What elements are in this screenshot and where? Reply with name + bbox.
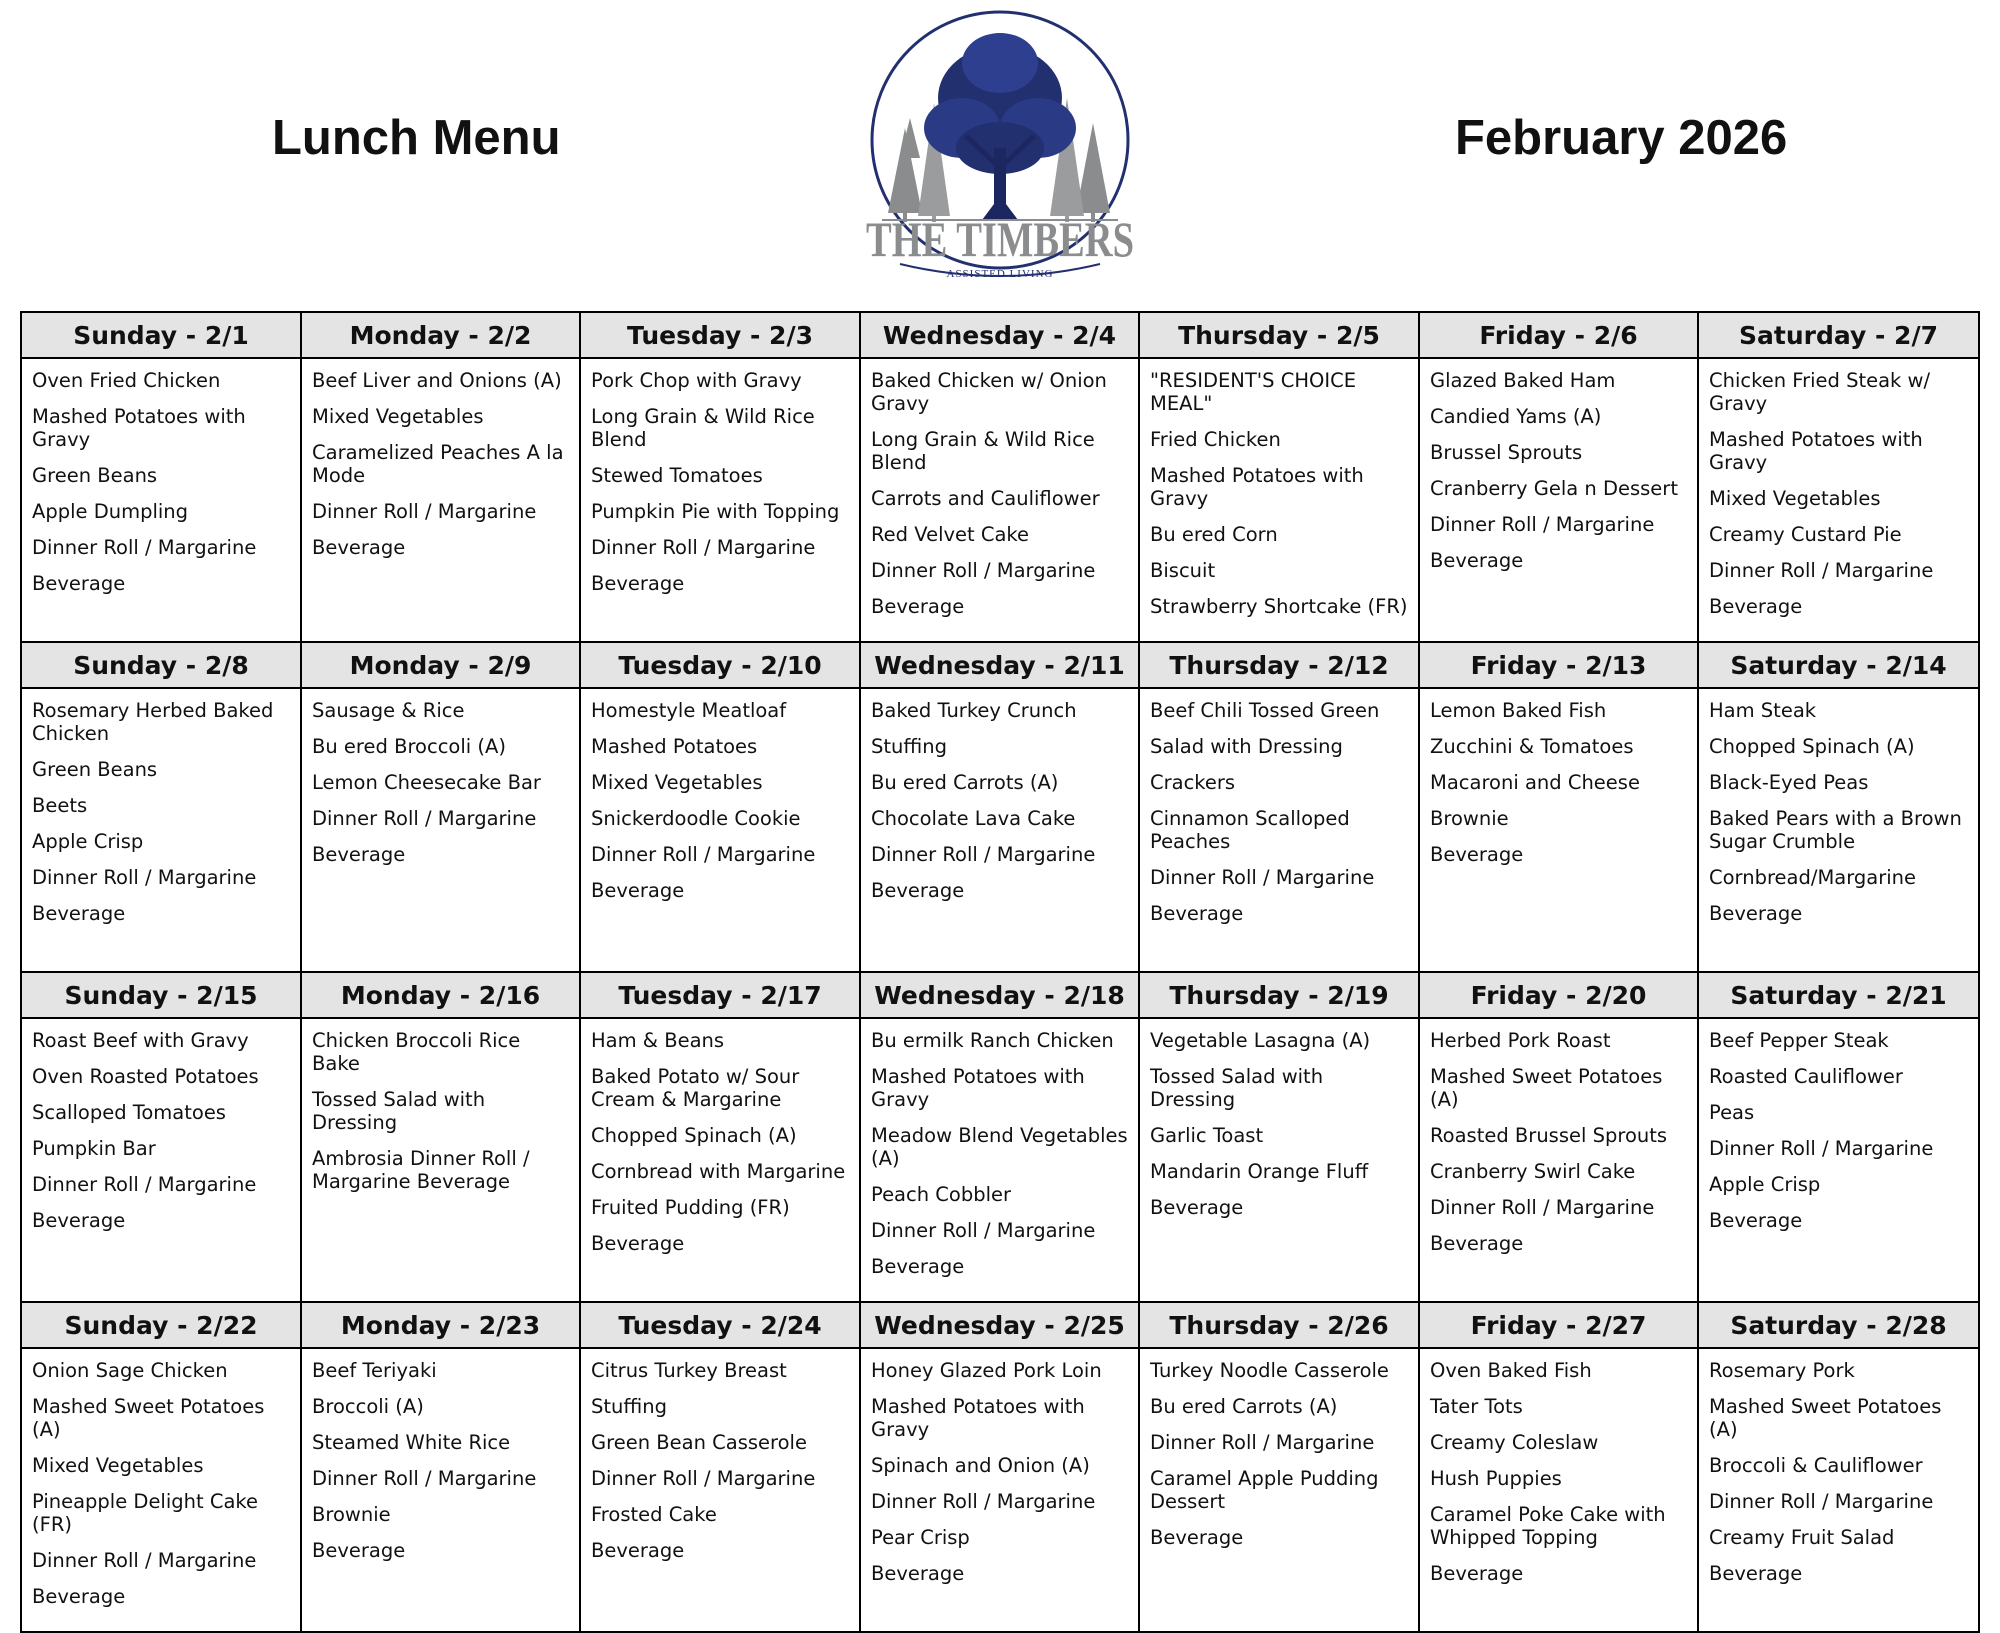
menu-item: Herbed Pork Roast	[1430, 1029, 1611, 1052]
menu-item: Bu ered Carrots (A)	[1150, 1395, 1338, 1418]
menu-item: Beverage	[871, 1255, 965, 1278]
day-menu-cell	[1139, 1018, 1419, 1302]
day-header: Tuesday - 2/3	[580, 312, 860, 358]
menu-item: Caramelized Peaches A la Mode	[312, 441, 564, 487]
day-menu-cell	[1698, 688, 1979, 972]
menu-item: Broccoli (A)	[312, 1395, 424, 1418]
menu-item: Dinner Roll / Margarine	[1709, 1490, 1934, 1513]
menu-item: Zucchini & Tomatoes	[1430, 735, 1634, 758]
menu-item: Tossed Salad with Dressing	[1150, 1065, 1324, 1111]
menu-item: Salad with Dressing	[1150, 735, 1343, 758]
menu-item: Red Velvet Cake	[871, 523, 1030, 546]
logo-wordmark: THE TIMBERS	[866, 211, 1134, 267]
menu-item: Dinner Roll / Margarine	[871, 1490, 1096, 1513]
menu-item: Onion Sage Chicken	[32, 1359, 228, 1382]
menu-item: Dinner Roll / Margarine	[1150, 1431, 1375, 1454]
menu-item: Beverage	[1430, 1232, 1524, 1255]
menu-item: Mixed Vegetables	[32, 1454, 204, 1477]
day-header: Thursday - 2/26	[1139, 1302, 1419, 1348]
menu-item: Green Beans	[32, 758, 158, 781]
day-menu-cell	[1698, 358, 1979, 642]
menu-item: Meadow Blend Vegetables (A)	[871, 1124, 1128, 1170]
menu-item: Homestyle Meatloaf	[591, 699, 787, 722]
menu-item: Caramel Apple Pudding Dessert	[1150, 1467, 1379, 1513]
menu-item: Chicken Fried Steak w/ Gravy	[1709, 369, 1931, 415]
day-header: Sunday - 2/22	[21, 1302, 301, 1348]
menu-item: Cornbread with Margarine	[591, 1160, 846, 1183]
menu-item: Dinner Roll / Margarine	[1150, 866, 1375, 889]
day-menu-cell	[301, 1348, 580, 1632]
day-menu-cell	[580, 1018, 860, 1302]
day-header: Monday - 2/2	[301, 312, 580, 358]
day-menu-cell	[1419, 358, 1698, 642]
day-header: Sunday - 2/1	[21, 312, 301, 358]
menu-item: Scalloped Tomatoes	[32, 1101, 226, 1124]
menu-item: Beverage	[32, 902, 126, 925]
day-menu-cell	[301, 358, 580, 642]
menu-item: Mashed Potatoes	[591, 735, 758, 758]
day-menu-cell	[21, 688, 301, 972]
menu-item: Mashed Potatoes with Gravy	[871, 1395, 1085, 1441]
menu-item: Carrots and Cauliflower	[871, 487, 1100, 510]
menu-item: Vegetable Lasagna (A)	[1150, 1029, 1371, 1052]
day-menu-cell	[21, 1348, 301, 1632]
menu-item: Long Grain & Wild Rice Blend	[591, 405, 815, 451]
menu-item: Mashed Sweet Potatoes (A)	[32, 1395, 265, 1441]
menu-item: Beverage	[871, 879, 965, 902]
menu-item: Beverage	[32, 1585, 126, 1608]
menu-item: Beverage	[1709, 595, 1803, 618]
day-header: Wednesday - 2/4	[860, 312, 1139, 358]
menu-item: Mashed Potatoes with Gravy	[871, 1065, 1085, 1111]
menu-item: Beverage	[312, 536, 406, 559]
menu-item: Garlic Toast	[1150, 1124, 1264, 1147]
menu-item: Baked Pears with a Brown Sugar Crumble	[1709, 807, 1962, 853]
menu-item: Beverage	[1430, 1562, 1524, 1585]
menu-item: Bu ered Corn	[1150, 523, 1278, 546]
menu-item: Green Bean Casserole	[591, 1431, 807, 1454]
menu-item: Beverage	[1150, 1526, 1244, 1549]
day-menu-cell	[860, 688, 1139, 972]
menu-item: Bu ered Broccoli (A)	[312, 735, 506, 758]
day-menu-cell	[1139, 688, 1419, 972]
menu-item: Cranberry Swirl Cake	[1430, 1160, 1636, 1183]
menu-item: Roasted Cauliflower	[1709, 1065, 1903, 1088]
menu-item: Beef Liver and Onions (A)	[312, 369, 562, 392]
day-header: Friday - 2/13	[1419, 642, 1698, 688]
menu-item: Beverage	[1709, 1562, 1803, 1585]
menu-item: Strawberry Shortcake (FR)	[1150, 595, 1408, 618]
menu-item: Green Beans	[32, 464, 158, 487]
menu-item: Creamy Custard Pie	[1709, 523, 1902, 546]
menu-item: Roasted Brussel Sprouts	[1430, 1124, 1668, 1147]
day-menu-cell	[1139, 1348, 1419, 1632]
day-menu-cell	[301, 1018, 580, 1302]
menu-item: Dinner Roll / Margarine	[32, 866, 257, 889]
menu-item: Pumpkin Bar	[32, 1137, 156, 1160]
menu-item: Beverage	[1150, 902, 1244, 925]
menu-item: Beets	[32, 794, 88, 817]
day-header: Friday - 2/20	[1419, 972, 1698, 1018]
day-header: Saturday - 2/7	[1698, 312, 1979, 358]
menu-item: Dinner Roll / Margarine	[871, 843, 1096, 866]
menu-item: Rosemary Pork	[1709, 1359, 1855, 1382]
menu-item: Stuffing	[591, 1395, 667, 1418]
day-header: Friday - 2/27	[1419, 1302, 1698, 1348]
day-header: Wednesday - 2/18	[860, 972, 1139, 1018]
menu-item: Ham & Beans	[591, 1029, 725, 1052]
menu-item: Pineapple Delight Cake (FR)	[32, 1490, 259, 1536]
menu-item: Pear Crisp	[871, 1526, 970, 1549]
menu-item: Mixed Vegetables	[1709, 487, 1881, 510]
day-menu-cell	[21, 1018, 301, 1302]
menu-item: Steamed White Rice	[312, 1431, 511, 1454]
menu-item: Mashed Potatoes with Gravy	[1150, 464, 1364, 510]
menu-item: Beef Teriyaki	[312, 1359, 437, 1382]
menu-item: Dinner Roll / Margarine	[32, 1549, 257, 1572]
menu-item: Stewed Tomatoes	[591, 464, 763, 487]
menu-item: Beverage	[591, 572, 685, 595]
week-menu-row	[21, 688, 1979, 972]
page-title: Lunch Menu	[272, 111, 561, 165]
menu-item: Pumpkin Pie with Topping	[591, 500, 840, 523]
day-menu-cell	[1419, 688, 1698, 972]
menu-item: Mashed Sweet Potatoes (A)	[1709, 1395, 1942, 1441]
menu-item: Bu ermilk Ranch Chicken	[871, 1029, 1114, 1052]
menu-item: Biscuit	[1150, 559, 1216, 582]
day-menu-cell	[21, 358, 301, 642]
day-menu-cell	[580, 1348, 860, 1632]
day-menu-cell	[1419, 1018, 1698, 1302]
menu-item: Long Grain & Wild Rice Blend	[871, 428, 1095, 474]
day-header: Thursday - 2/19	[1139, 972, 1419, 1018]
menu-item: Beverage	[1430, 549, 1524, 572]
menu-item: Beverage	[32, 572, 126, 595]
menu-item: Creamy Fruit Salad	[1709, 1526, 1895, 1549]
menu-item: Oven Roasted Potatoes	[32, 1065, 259, 1088]
day-header: Thursday - 2/12	[1139, 642, 1419, 688]
menu-item: Stuffing	[871, 735, 947, 758]
day-header: Thursday - 2/5	[1139, 312, 1419, 358]
menu-item: Beef Pepper Steak	[1709, 1029, 1889, 1052]
day-header: Wednesday - 2/11	[860, 642, 1139, 688]
menu-item: Dinner Roll / Margarine	[591, 536, 816, 559]
menu-item: Bu ered Carrots (A)	[871, 771, 1059, 794]
week-header-row	[21, 1302, 1979, 1348]
day-header: Saturday - 2/28	[1698, 1302, 1979, 1348]
menu-item: Sausage & Rice	[312, 699, 465, 722]
day-menu-cell	[1419, 1348, 1698, 1632]
menu-item: Chopped Spinach (A)	[1709, 735, 1915, 758]
menu-item: Apple Crisp	[32, 830, 144, 853]
day-header: Saturday - 2/14	[1698, 642, 1979, 688]
menu-item: Beverage	[1709, 1209, 1803, 1232]
menu-item: Mashed Sweet Potatoes (A)	[1430, 1065, 1663, 1111]
menu-item: Peas	[1709, 1101, 1755, 1124]
menu-item: Mashed Potatoes with Gravy	[32, 405, 246, 451]
menu-item: Cinnamon Scalloped Peaches	[1150, 807, 1350, 853]
menu-item: Apple Crisp	[1709, 1173, 1821, 1196]
menu-item: Baked Potato w/ Sour Cream & Margarine	[591, 1065, 800, 1111]
menu-item: Dinner Roll / Margarine	[1430, 1196, 1655, 1219]
menu-item: Rosemary Herbed Baked Chicken	[32, 699, 274, 745]
day-menu-cell	[860, 1348, 1139, 1632]
day-header: Monday - 2/9	[301, 642, 580, 688]
menu-item: Beverage	[591, 879, 685, 902]
menu-item: Dinner Roll / Margarine	[1709, 1137, 1934, 1160]
day-menu-cell	[860, 358, 1139, 642]
menu-item: Citrus Turkey Breast	[591, 1359, 787, 1382]
week-menu-row	[21, 1018, 1979, 1302]
day-header: Sunday - 2/8	[21, 642, 301, 688]
day-menu-cell	[860, 1018, 1139, 1302]
menu-item: Cornbread/Margarine	[1709, 866, 1917, 889]
menu-item: Apple Dumpling	[32, 500, 189, 523]
menu-item: Candied Yams (A)	[1430, 405, 1602, 428]
day-header: Wednesday - 2/25	[860, 1302, 1139, 1348]
menu-item: Tossed Salad with Dressing	[312, 1088, 486, 1134]
menu-item: Oven Fried Chicken	[32, 369, 221, 392]
menu-item: Beverage	[591, 1539, 685, 1562]
tree-logo-graphic	[862, 8, 1138, 280]
menu-item: Baked Chicken w/ Onion Gravy	[871, 369, 1107, 415]
menu-item: Chopped Spinach (A)	[591, 1124, 797, 1147]
menu-item: Beverage	[1709, 902, 1803, 925]
menu-item: Ambrosia Dinner Roll / Margarine Beverage	[312, 1147, 530, 1193]
menu-item: Creamy Coleslaw	[1430, 1431, 1599, 1454]
day-menu-cell	[1698, 1348, 1979, 1632]
menu-item: Roast Beef with Gravy	[32, 1029, 249, 1052]
menu-item: Mixed Vegetables	[312, 405, 484, 428]
menu-item: Hush Puppies	[1430, 1467, 1562, 1490]
menu-item: Lemon Baked Fish	[1430, 699, 1607, 722]
menu-item: Beverage	[591, 1232, 685, 1255]
logo-tagline: ASSISTED LIVING	[946, 268, 1054, 280]
week-header-row	[21, 642, 1979, 688]
menu-item: Mashed Potatoes with Gravy	[1709, 428, 1923, 474]
menu-item: Dinner Roll / Margarine	[312, 500, 537, 523]
week-header-row	[21, 312, 1979, 358]
menu-item: Beef Chili Tossed Green	[1150, 699, 1380, 722]
menu-item: Dinner Roll / Margarine	[312, 1467, 537, 1490]
menu-item: Chocolate Lava Cake	[871, 807, 1076, 830]
menu-item: Peach Cobbler	[871, 1183, 1012, 1206]
menu-item: Dinner Roll / Margarine	[871, 1219, 1096, 1242]
menu-item: Black-Eyed Peas	[1709, 771, 1869, 794]
menu-item: Beverage	[312, 843, 406, 866]
day-header: Tuesday - 2/24	[580, 1302, 860, 1348]
menu-calendar	[20, 311, 1980, 1633]
menu-item: Caramel Poke Cake with Whipped Topping	[1430, 1503, 1666, 1549]
menu-item: Macaroni and Cheese	[1430, 771, 1640, 794]
menu-item: Crackers	[1150, 771, 1236, 794]
menu-item: Pork Chop with Gravy	[591, 369, 802, 392]
menu-item: Baked Turkey Crunch	[871, 699, 1077, 722]
menu-item: Tater Tots	[1430, 1395, 1523, 1418]
day-header: Monday - 2/23	[301, 1302, 580, 1348]
menu-item: Beverage	[1430, 843, 1524, 866]
day-header: Saturday - 2/21	[1698, 972, 1979, 1018]
menu-item: Beverage	[871, 595, 965, 618]
menu-item: Dinner Roll / Margarine	[32, 536, 257, 559]
day-menu-cell	[580, 688, 860, 972]
menu-item: Oven Baked Fish	[1430, 1359, 1592, 1382]
menu-item: "RESIDENT'S CHOICE MEAL"	[1150, 369, 1357, 415]
menu-item: Frosted Cake	[591, 1503, 717, 1526]
day-menu-cell	[1139, 358, 1419, 642]
day-menu-cell	[301, 688, 580, 972]
day-header: Tuesday - 2/10	[580, 642, 860, 688]
timbers-logo	[862, 8, 1138, 280]
menu-item: Dinner Roll / Margarine	[1430, 513, 1655, 536]
menu-item: Brownie	[1430, 807, 1509, 830]
menu-item: Chicken Broccoli Rice Bake	[312, 1029, 521, 1075]
menu-item: Turkey Noodle Casserole	[1150, 1359, 1389, 1382]
menu-item: Ham Steak	[1709, 699, 1817, 722]
day-header: Friday - 2/6	[1419, 312, 1698, 358]
menu-item: Dinner Roll / Margarine	[312, 807, 537, 830]
menu-item: Dinner Roll / Margarine	[1709, 559, 1934, 582]
menu-item: Spinach and Onion (A)	[871, 1454, 1090, 1477]
day-header: Monday - 2/16	[301, 972, 580, 1018]
menu-item: Broccoli & Cauliflower	[1709, 1454, 1923, 1477]
menu-item: Fried Chicken	[1150, 428, 1281, 451]
month-title: February 2026	[1455, 111, 1788, 165]
menu-item: Brownie	[312, 1503, 391, 1526]
menu-item: Dinner Roll / Margarine	[591, 843, 816, 866]
menu-item: Dinner Roll / Margarine	[32, 1173, 257, 1196]
menu-item: Brussel Sprouts	[1430, 441, 1583, 464]
day-header: Sunday - 2/15	[21, 972, 301, 1018]
menu-item: Snickerdoodle Cookie	[591, 807, 801, 830]
week-header-row	[21, 972, 1979, 1018]
menu-item: Beverage	[1150, 1196, 1244, 1219]
menu-item: Dinner Roll / Margarine	[871, 559, 1096, 582]
menu-item: Fruited Pudding (FR)	[591, 1196, 790, 1219]
menu-item: Mandarin Orange Fluff	[1150, 1160, 1369, 1183]
day-menu-cell	[1698, 1018, 1979, 1302]
menu-item: Beverage	[32, 1209, 126, 1232]
menu-item: Cranberry Gela n Dessert	[1430, 477, 1678, 500]
menu-item: Honey Glazed Pork Loin	[871, 1359, 1102, 1382]
week-menu-row	[21, 1348, 1979, 1632]
menu-item: Dinner Roll / Margarine	[591, 1467, 816, 1490]
menu-item: Beverage	[312, 1539, 406, 1562]
day-header: Tuesday - 2/17	[580, 972, 860, 1018]
week-menu-row	[21, 358, 1979, 642]
menu-item: Glazed Baked Ham	[1430, 369, 1616, 392]
menu-item: Mixed Vegetables	[591, 771, 763, 794]
menu-item: Beverage	[871, 1562, 965, 1585]
menu-item: Lemon Cheesecake Bar	[312, 771, 541, 794]
day-menu-cell	[580, 358, 860, 642]
